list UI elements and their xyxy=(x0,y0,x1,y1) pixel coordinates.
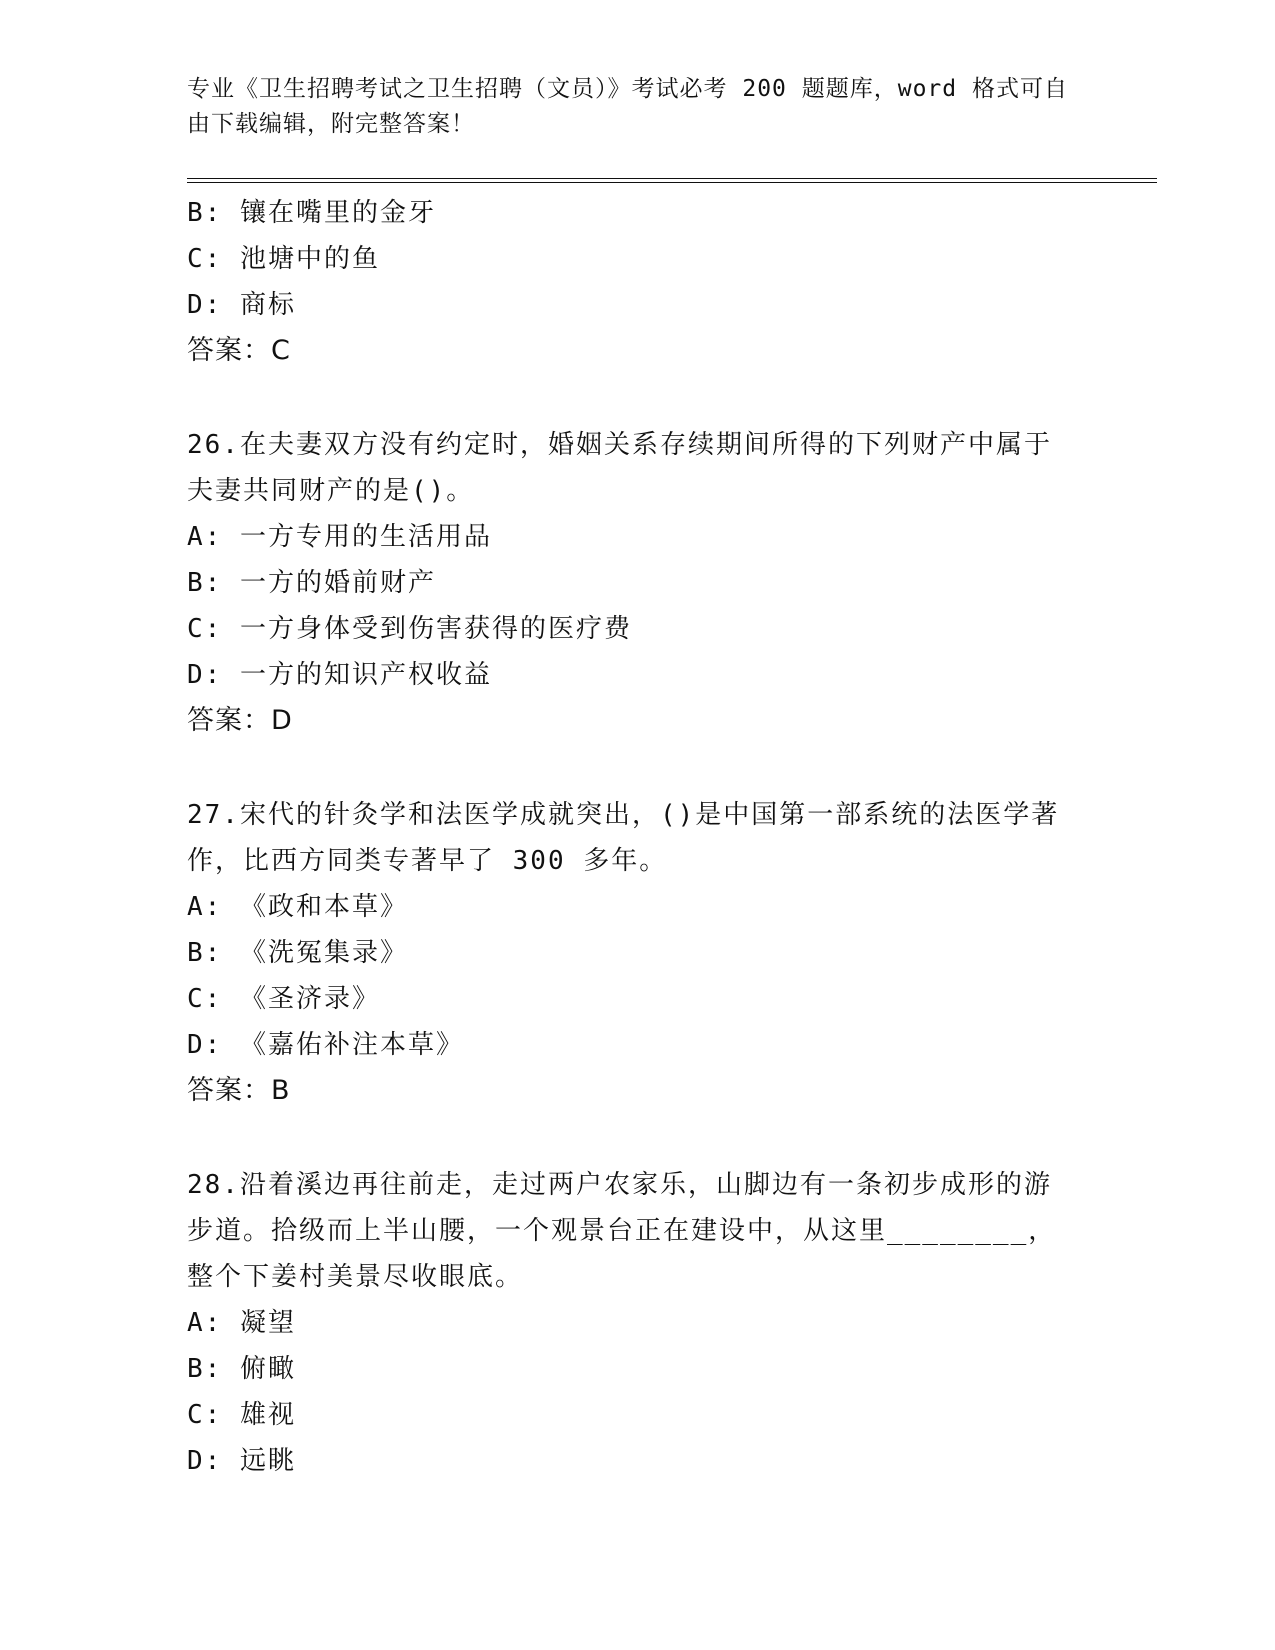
option-d: D: 远眺 xyxy=(187,1446,296,1476)
option-b: B: 一方的婚前财产 xyxy=(187,568,436,598)
option-b: B: 俯瞰 xyxy=(187,1354,296,1384)
header-divider xyxy=(187,178,1157,183)
question-stem-line: 作，比西方同类专著早了 300 多年。 xyxy=(187,846,668,876)
question-25-tail xyxy=(187,190,1087,374)
question-stem-line: 27.宋代的针灸学和法医学成就突出，()是中国第一部系统的法医学著 xyxy=(187,800,1060,830)
option-a: A: 一方专用的生活用品 xyxy=(187,522,492,552)
answer-line: 答案：C xyxy=(187,335,291,366)
answer-line: 答案：B xyxy=(187,1075,291,1106)
document-header xyxy=(187,72,1087,142)
question-28 xyxy=(187,1162,1087,1484)
question-stem-line: 夫妻共同财产的是()。 xyxy=(187,476,475,506)
option-a: A: 凝望 xyxy=(187,1308,296,1338)
option-c: C: 池塘中的鱼 xyxy=(187,244,380,274)
option-b: B: 镶在嘴里的金牙 xyxy=(187,198,436,228)
question-stem-line: 26.在夫妻双方没有约定时，婚姻关系存续期间所得的下列财产中属于 xyxy=(187,430,1052,460)
header-line-2: 由下载编辑，附完整答案！ xyxy=(187,111,475,137)
header-line-1: 专业《卫生招聘考试之卫生招聘（文员）》考试必考 200 题题库，word 格式可自 xyxy=(187,76,1068,102)
option-c: C: 《圣济录》 xyxy=(187,984,380,1014)
question-stem-line: 整个下姜村美景尽收眼底。 xyxy=(187,1262,524,1292)
option-d: D: 商标 xyxy=(187,290,296,320)
document-body xyxy=(187,190,1087,1484)
question-27 xyxy=(187,792,1087,1114)
option-a: A: 《政和本草》 xyxy=(187,892,408,922)
option-d: D: 一方的知识产权收益 xyxy=(187,660,492,690)
answer-line: 答案：D xyxy=(187,705,293,736)
question-stem-line: 28.沿着溪边再往前走，走过两户农家乐，山脚边有一条初步成形的游 xyxy=(187,1170,1052,1200)
question-stem-line: 步道。拾级而上半山腰，一个观景台正在建设中，从这里________， xyxy=(187,1216,1057,1246)
question-26 xyxy=(187,422,1087,744)
option-d: D: 《嘉佑补注本草》 xyxy=(187,1030,464,1060)
option-c: C: 一方身体受到伤害获得的医疗费 xyxy=(187,614,632,644)
option-b: B: 《洗冤集录》 xyxy=(187,938,408,968)
option-c: C: 雄视 xyxy=(187,1400,296,1430)
